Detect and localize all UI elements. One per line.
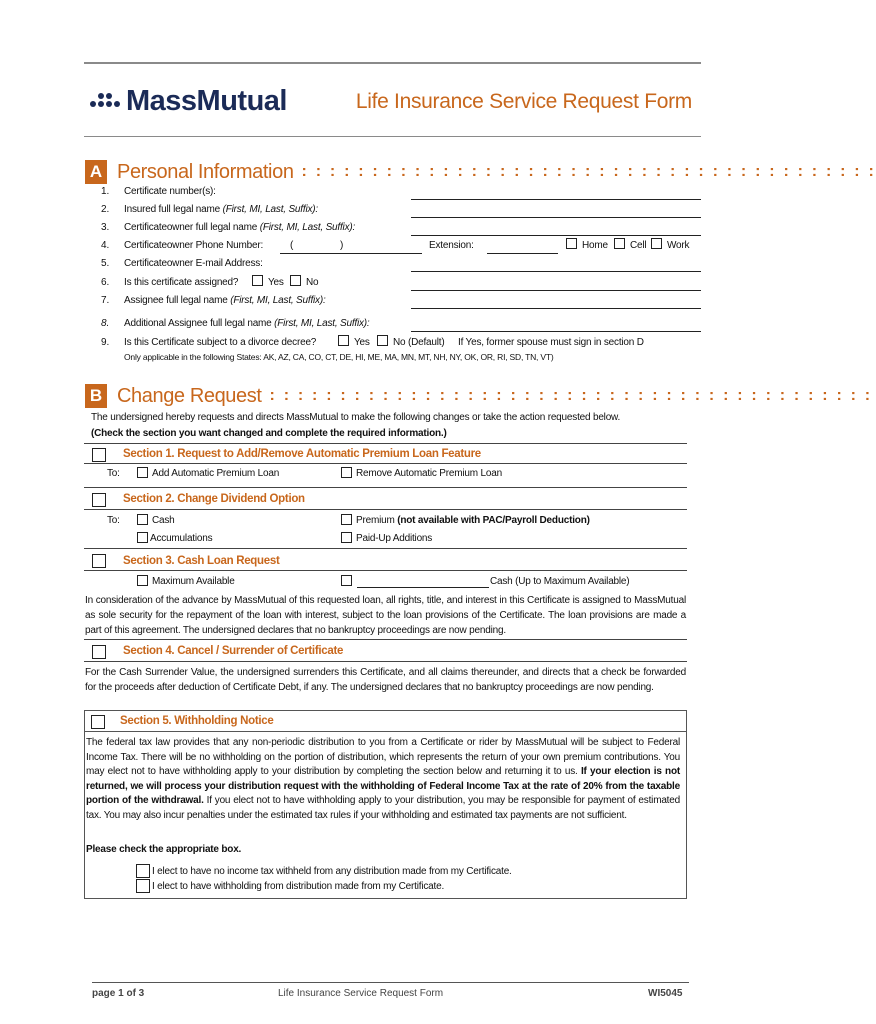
footer-rule [92,982,689,983]
section-5-underline [84,731,687,732]
section-1-rule [84,443,687,444]
maximum-available-label: Maximum Available [152,576,235,587]
accumulations-label: Accumulations [150,533,213,544]
owner-name-field[interactable] [411,235,701,236]
section-3-rule [84,548,687,549]
add-apl-label: Add Automatic Premium Loan [152,468,280,479]
cash-dividend-label: Cash [152,515,175,526]
top-rule [84,62,701,64]
divorce-no-checkbox[interactable] [377,335,388,346]
extension-field[interactable] [487,253,558,254]
maximum-available-checkbox[interactable] [137,575,148,586]
insured-name-field[interactable] [411,217,701,218]
add-apl-checkbox[interactable] [137,467,148,478]
footer-form-code: WI5045 [648,988,683,999]
section-1-to: To: [107,468,120,479]
section-4-underline [84,661,687,662]
section-5-title: Section 5. Withholding Notice [120,715,274,727]
section-1-checkbox[interactable] [92,448,106,462]
assigned-field[interactable] [411,290,701,291]
header-rule [84,136,701,137]
accumulations-checkbox[interactable] [137,532,148,543]
assigned-yes-checkbox[interactable] [252,275,263,286]
item-number: 2. [101,204,110,215]
assigned-label: Is this certificate assigned? [124,277,239,288]
footer-page-number: page 1 of 3 [92,988,145,999]
section-b-dots: : : : : : : : : : : : : : : : : : : : : : : : : : : : : : : : : : : : : : : : : : : : [269,387,873,404]
remove-apl-checkbox[interactable] [341,467,352,478]
item-number: 1. [101,186,110,197]
no-withholding-label: I elect to have no income tax withheld from any distribution made from my Certificate. [152,866,512,877]
cell-label: Cell [630,240,647,251]
section-3-checkbox[interactable] [92,554,106,568]
section-b-title: Change Request [117,384,262,407]
assignee-name-field[interactable] [411,308,701,309]
divorce-yes-checkbox[interactable] [338,335,349,346]
section-4-checkbox[interactable] [92,645,106,659]
section-b-letter: B [85,384,107,408]
extension-label: Extension: [429,240,474,251]
item-number: 3. [101,222,110,233]
phone-paren-close: ) [340,240,344,251]
footer-title: Life Insurance Service Request Form [278,988,444,999]
section-1-underline [84,463,687,464]
section-a-title: Personal Information [117,160,294,183]
logo-dots-icon [90,89,120,113]
remove-apl-label: Remove Automatic Premium Loan [356,468,502,479]
assigned-no-checkbox[interactable] [290,275,301,286]
withholding-label: I elect to have withholding from distribution made from my Certificate. [152,881,445,892]
home-label: Home [582,240,608,251]
item-number: 7. [101,295,110,306]
additional-assignee-field[interactable] [411,331,701,332]
form-title: Life Insurance Service Request Form [355,90,692,113]
item-number: 5. [101,258,110,269]
divorce-yes-label: Yes [354,337,370,348]
divorce-note: If Yes, former spouse must sign in section D [458,337,644,348]
section-2-underline [84,509,687,510]
item-number: 6. [101,277,110,288]
section-b-instruction: (Check the section you want changed and complete the required information.) [91,428,447,439]
section-5-checkbox[interactable] [91,715,105,729]
withholding-checkbox[interactable] [136,879,150,893]
work-label: Work [667,240,690,251]
no-withholding-checkbox[interactable] [136,864,150,878]
brand-name: MassMutual [126,84,287,117]
section-b-header [85,383,872,409]
insured-name-label: Insured full legal name (First, MI, Last, Suffix): [124,204,318,215]
cash-amount-label: Cash (Up to Maximum Available) [490,576,630,587]
massmutual-logo [90,84,287,118]
section-3-underline [84,570,687,571]
section-1-title: Section 1. Request to Add/Remove Automatic Premium Loan Feature [123,448,481,460]
item-number: 8. [101,318,110,329]
assigned-no-label: No [306,277,319,288]
paid-up-label: Paid-Up Additions [356,533,433,544]
cash-amount-checkbox[interactable] [341,575,352,586]
section-5-check-label: Please check the appropriate box. [86,844,242,855]
owner-name-label: Certificateowner full legal name (First, MI, Last, Suffix): [124,222,356,233]
additional-assignee-label: Additional Assignee full legal name (First, MI, Last, Suffix): [124,318,370,329]
certificate-number-label: Certificate number(s): [124,186,216,197]
assignee-name-label: Assignee full legal name (First, MI, Last, Suffix): [124,295,326,306]
section-a-header [85,159,876,185]
section-a-dots: : : : : : : : : : : : : : : : : : : : : : : : : : : : : : : : : : : : : : : : : : [301,163,876,180]
section-3-title: Section 3. Cash Loan Request [123,555,280,567]
owner-phone-field[interactable] [280,253,422,254]
divorce-decree-label: Is this Certificate subject to a divorce decree? [124,337,317,348]
section-2-rule [84,487,687,488]
item-number: 9. [101,337,110,348]
divorce-no-label: No (Default) [393,337,445,348]
certificate-number-field[interactable] [411,199,701,200]
cell-checkbox[interactable] [614,238,625,249]
section-3-bottom-rule [84,639,687,640]
section-4-title: Section 4. Cancel / Surrender of Certificate [123,645,344,657]
section-2-checkbox[interactable] [92,493,106,507]
cash-dividend-checkbox[interactable] [137,514,148,525]
item-number: 4. [101,240,110,251]
premium-label: Premium (not available with PAC/Payroll Deduction) [356,515,590,526]
section-4-paragraph: For the Cash Surrender Value, the undersigned surrenders this Certificate, and all claims thereunder, and directs that a check be forwarded for the proceeds after deduction of Certificate Debt, if any. The undersigned declares that no bankruptcy proceedings are now pending. [85,667,686,693]
work-checkbox[interactable] [651,238,662,249]
premium-checkbox[interactable] [341,514,352,525]
owner-phone-label: Certificateowner Phone Number: [124,240,264,251]
cash-amount-field[interactable] [357,587,489,588]
states-note: Only applicable in the following States: AK, AZ, CA, CO, CT, DE, HI, ME, MA, MN, MT, NH, NY, OK, OR, RI, SD, TN, VT) [124,352,554,362]
phone-paren-open: ( [290,240,294,251]
section-a-letter: A [85,160,107,184]
home-checkbox[interactable] [566,238,577,249]
section-2-to: To: [107,515,120,526]
assigned-yes-label: Yes [268,277,284,288]
section-3-paragraph: In consideration of the advance by MassMutual of this requested loan, all rights, title, and interest in this Certificate is assigned to MassMutual as sole security for the repayment of the loan with interest, subject to the loan provisions of the Certificate. The loan provisions are made a part of this agreement. The undersigned declares that no bankruptcy proceedings are now pending. [85,595,686,636]
section-5-paragraph: The federal tax law provides that any non-periodic distribution to you from a Certificate or rider by MassMutual will be subject to Federal Income Tax. There will be no withholding on the portion of distribution, which represents the return of your own premium contributions. You may elect not to have withholding apply to your distribution by completing the section below and returning it to us. If your election is not returned, we will process your distribution request with the withholding of Federal Income Tax at the rate of 20% from the taxable portion of the withdrawal. If you elect not to have withholding apply to your distribution, you may be responsible for payment of estimated tax. You may also incur penalties under the estimated tax rules if your withholding and estimated tax payments are not sufficient. [86,737,680,821]
owner-email-label: Certificateowner E-mail Address: [124,258,263,269]
section-b-intro: The undersigned hereby requests and directs MassMutual to make the following changes or take the action requested below. [91,412,621,423]
owner-email-field[interactable] [411,271,701,272]
section-2-title: Section 2. Change Dividend Option [123,493,305,505]
paid-up-checkbox[interactable] [341,532,352,543]
